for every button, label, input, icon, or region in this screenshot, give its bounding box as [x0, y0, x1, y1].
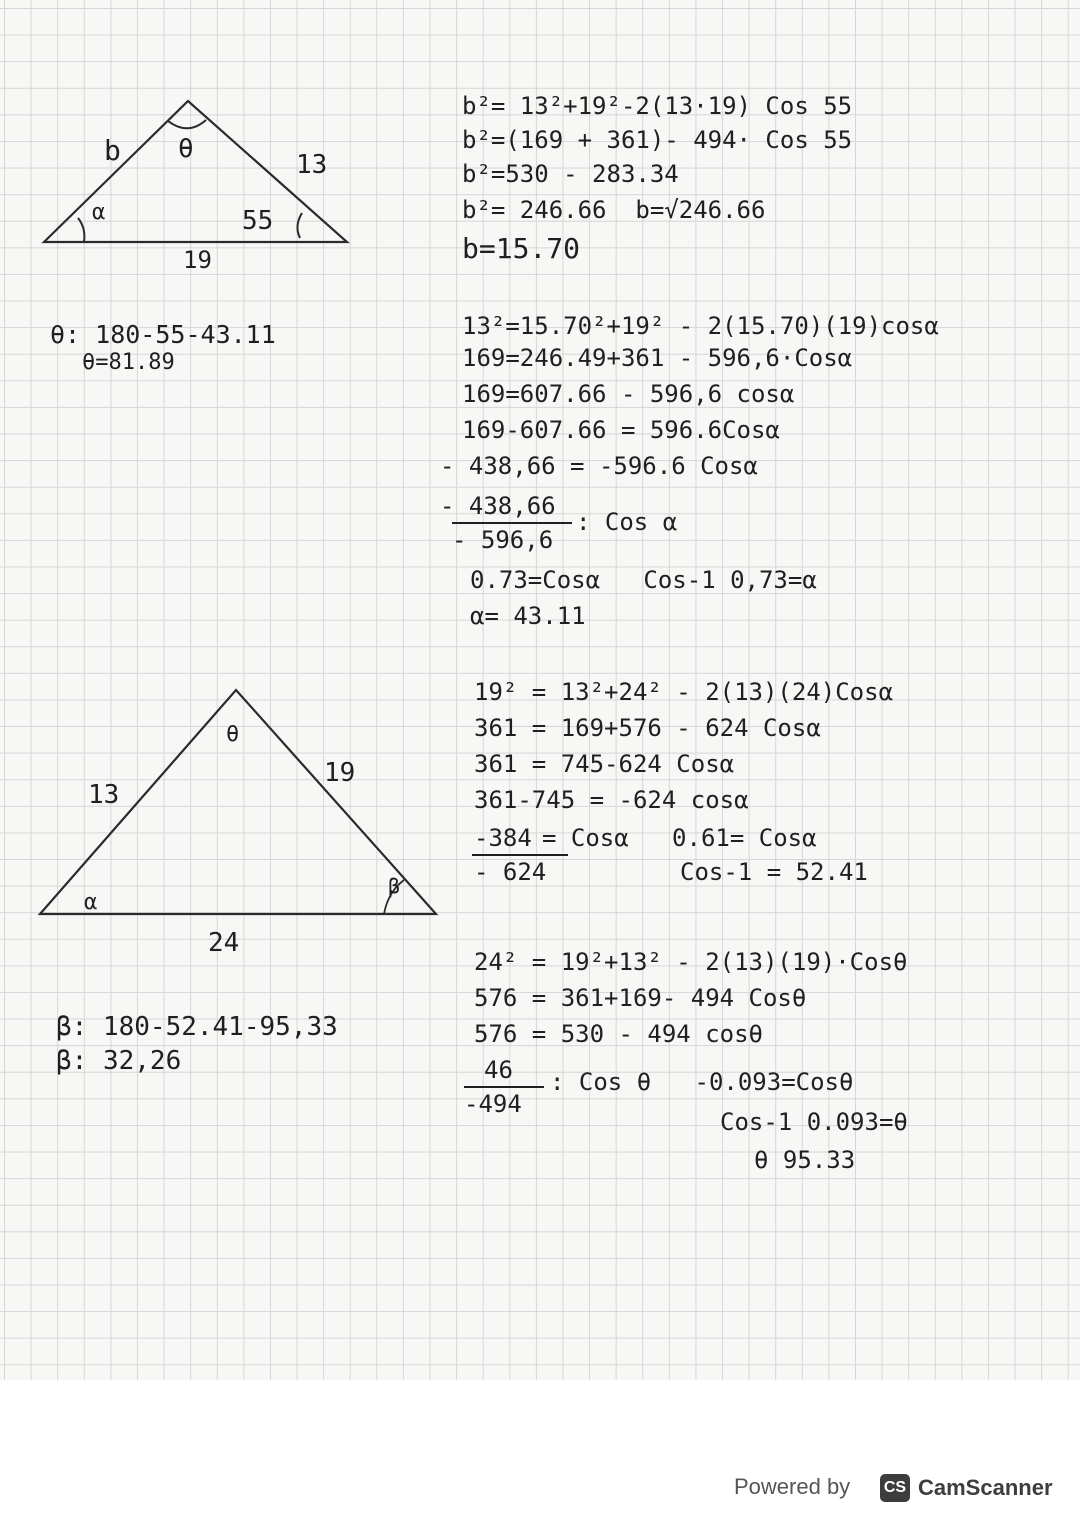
tri1-label-19: 19 — [183, 246, 212, 274]
tri1-label-13: 13 — [296, 150, 328, 180]
work-line: b²=530 - 283.34 — [462, 160, 679, 188]
work-line: 361-745 = -624 cosα — [474, 786, 749, 814]
powered-by-text: Powered by — [734, 1474, 851, 1499]
tri1-label-b: b — [104, 134, 121, 167]
tri2-label-alpha: α — [84, 890, 98, 915]
work-line: b²= 246.66 b=√246.66 — [462, 196, 766, 224]
fraction-numerator: -384 — [474, 824, 532, 852]
work-line: : Cos θ -0.093=Cosθ — [550, 1068, 854, 1096]
footer — [0, 1380, 1080, 1528]
work-line: 13²=15.70²+19² - 2(15.70)(19)cosα — [462, 312, 939, 340]
tri1-label-55: 55 — [242, 206, 274, 236]
beta-calc-line-2: β: 32,26 — [56, 1046, 182, 1076]
tri2-label-24: 24 — [208, 928, 240, 958]
work-line: 361 = 745-624 Cosα — [474, 750, 735, 778]
tri2-label-13: 13 — [88, 780, 120, 810]
work-line: Cos-1 = 52.41 — [680, 858, 868, 886]
fraction-numerator: - 438,66 — [440, 492, 556, 520]
fraction-bar — [472, 854, 568, 856]
tri1-label-theta: θ — [178, 134, 194, 164]
tri2-label-beta: β — [388, 874, 401, 898]
fraction-numerator: 46 — [484, 1056, 513, 1084]
theta-calc-line-1: θ: 180-55-43.11 — [50, 320, 276, 349]
work-line: = Cosα 0.61= Cosα — [542, 824, 817, 852]
fraction-denominator: -494 — [464, 1090, 522, 1118]
work-line: b=15.70 — [462, 232, 581, 265]
work-line: 169-607.66 = 596.6Cosα — [462, 416, 780, 444]
work-line: 0.73=Cosα Cos-1 0,73=α — [470, 566, 817, 594]
work-line: 169=607.66 - 596,6 cosα — [462, 380, 795, 408]
tri2-label-19: 19 — [324, 758, 356, 788]
camscanner-brand: CamScanner — [918, 1475, 1053, 1500]
work-line: 169=246.49+361 - 596,6·Cosα — [462, 344, 853, 372]
tri2-label-theta: θ — [226, 722, 240, 747]
fraction-denominator: - 596,6 — [452, 526, 554, 554]
work-line: : Cos α — [576, 508, 678, 536]
work-line: 19² = 13²+24² - 2(13)(24)Cosα — [474, 678, 894, 706]
work-line: 24² = 19²+13² - 2(13)(19)·Cosθ — [474, 948, 908, 976]
work-line: 361 = 169+576 - 624 Cosα — [474, 714, 821, 742]
work-line: - 438,66 = -596.6 Cosα — [440, 452, 758, 480]
beta-calc-line-1: β: 180-52.41-95,33 — [56, 1012, 338, 1042]
work-line: α= 43.11 — [470, 602, 586, 630]
work-line: Cos-1 0.093=θ — [720, 1108, 908, 1136]
work-line: b²= 13²+19²-2(13·19) Cos 55 — [462, 92, 853, 120]
fraction-denominator: - 624 — [474, 858, 547, 886]
camscanner-logo-icon: CS — [880, 1474, 910, 1502]
work-line: θ 95.33 — [754, 1146, 856, 1174]
work-line: 576 = 530 - 494 cosθ — [474, 1020, 763, 1048]
theta-calc-line-2: θ=81.89 — [82, 350, 175, 375]
tri1-label-alpha: α — [92, 200, 106, 225]
fraction-bar — [464, 1086, 544, 1088]
work-line: 576 = 361+169- 494 Cosθ — [474, 984, 807, 1012]
work-line: b²=(169 + 361)- 494· Cos 55 — [462, 126, 853, 154]
